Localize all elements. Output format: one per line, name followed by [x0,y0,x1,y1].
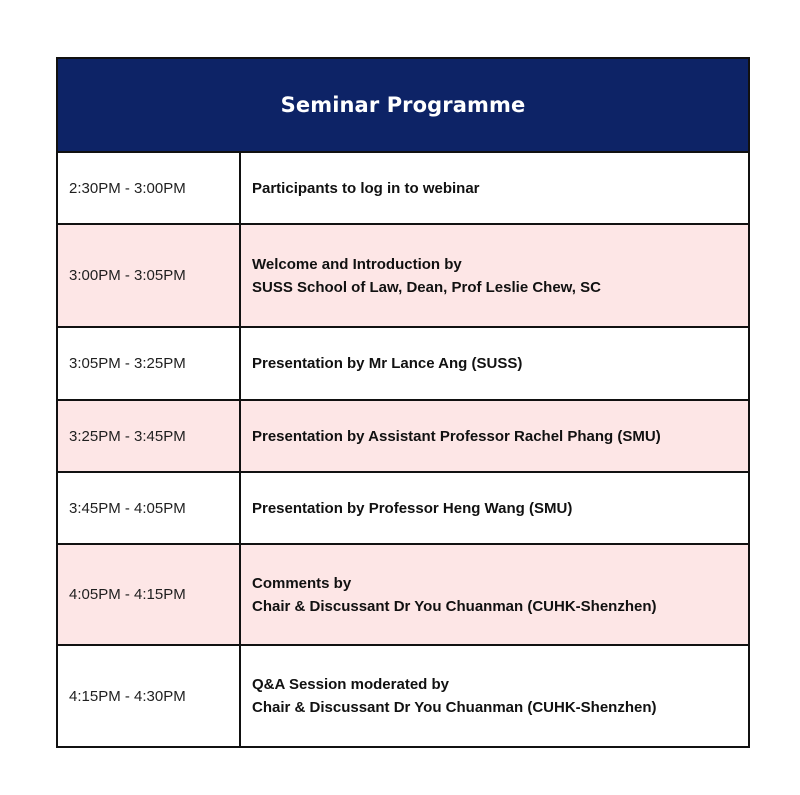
session-line: Presentation by Professor Heng Wang (SMU) [252,499,573,517]
session-description [241,473,748,543]
session-line: SUSS School of Law, Dean, Prof Leslie Chew, SC [252,278,601,296]
session-description [241,401,748,471]
session-line: Chair & Discussant Dr You Chuanman (CUHK-Shenzhen) [252,597,657,615]
schedule-row [58,225,748,328]
page-title: Seminar Programme [280,93,526,117]
schedule-row [58,646,748,746]
session-line: Presentation by Assistant Professor Rachel Phang (SMU) [252,427,661,445]
schedule-rows [58,153,748,746]
session-description [241,646,748,746]
session-description [241,153,748,223]
time-slot: 3:25PM - 3:45PM [58,401,241,471]
schedule-row [58,545,748,646]
session-line: Welcome and Introduction by [252,255,462,273]
session-line: Participants to log in to webinar [252,179,480,197]
time-slot: 2:30PM - 3:00PM [58,153,241,223]
session-line: Q&A Session moderated by [252,676,449,693]
session-line: Chair & Discussant Dr You Chuanman (CUHK-Shenzhen) [252,699,657,716]
session-line: Presentation by Mr Lance Ang (SUSS) [252,355,523,372]
session-description [241,225,748,326]
schedule-row [58,328,748,401]
seminar-programme-table [56,57,750,748]
time-slot: 3:00PM - 3:05PM [58,225,241,326]
session-description [241,545,748,644]
time-slot: 3:45PM - 4:05PM [58,473,241,543]
time-slot: 3:05PM - 3:25PM [58,328,241,399]
session-line: Comments by [252,574,352,592]
schedule-row [58,153,748,225]
schedule-row [58,473,748,545]
schedule-row [58,401,748,473]
table-header [58,59,748,153]
session-description [241,328,748,399]
time-slot: 4:05PM - 4:15PM [58,545,241,644]
time-slot: 4:15PM - 4:30PM [58,646,241,746]
